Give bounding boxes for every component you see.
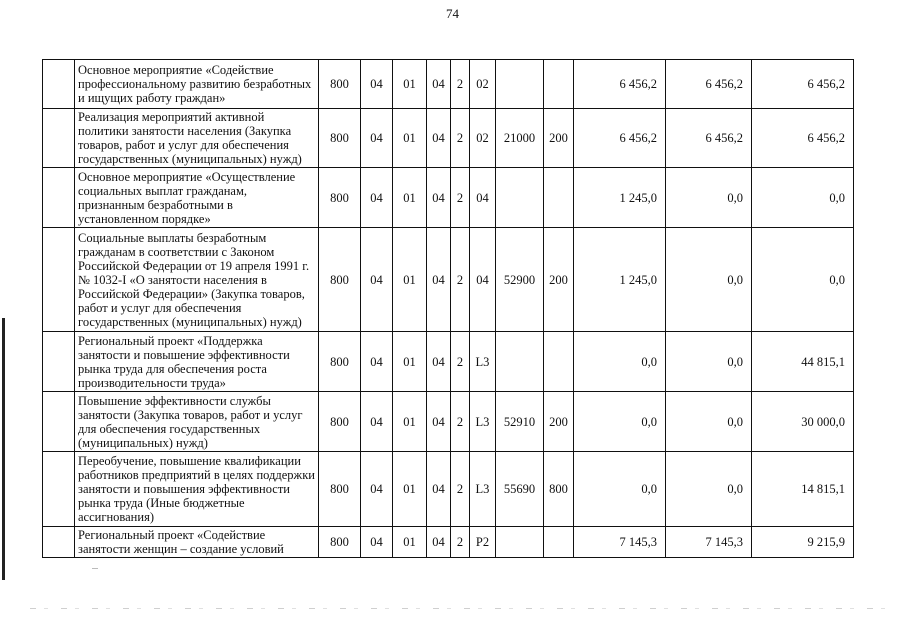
item-name: Региональный проект «Содействие занятости женщин – создание условий xyxy=(75,527,319,558)
table-row xyxy=(43,332,854,392)
amount-year-1: 1 245,0 xyxy=(574,228,666,332)
item-name: Повышение эффективности службы занятости (Закупка товаров, работ и услуг для обеспечения государственных (муниципальных) нужд) xyxy=(75,392,319,452)
program-code: 04 xyxy=(427,60,451,109)
amount-year-1: 7 145,3 xyxy=(574,527,666,558)
table-row xyxy=(43,392,854,452)
subprogram-code: 2 xyxy=(451,332,470,392)
activity-code: 04 xyxy=(470,228,496,332)
direction-code xyxy=(496,527,544,558)
scan-artifact xyxy=(92,568,98,569)
budget-table xyxy=(42,59,854,558)
amount-year-2: 0,0 xyxy=(666,168,752,228)
amount-year-3: 44 815,1 xyxy=(752,332,854,392)
amount-year-1: 0,0 xyxy=(574,392,666,452)
admin-code: 800 xyxy=(319,228,361,332)
amount-year-2: 0,0 xyxy=(666,228,752,332)
subsection-code: 01 xyxy=(393,392,427,452)
amount-year-3: 6 456,2 xyxy=(752,109,854,168)
table-row xyxy=(43,527,854,558)
admin-code: 800 xyxy=(319,332,361,392)
expense-type-code: 200 xyxy=(544,109,574,168)
subprogram-code: 2 xyxy=(451,392,470,452)
amount-year-2: 0,0 xyxy=(666,392,752,452)
item-name: Переобучение, повышение квалификации работников предприятий в целях поддержки занятости и повышения эффективности рынка труда (Иные бюджетные ассигнования) xyxy=(75,452,319,527)
amount-year-1: 0,0 xyxy=(574,332,666,392)
expense-type-code: 200 xyxy=(544,392,574,452)
activity-code: 02 xyxy=(470,109,496,168)
program-code: 04 xyxy=(427,452,451,527)
amount-year-3: 0,0 xyxy=(752,168,854,228)
section-code: 04 xyxy=(361,109,393,168)
amount-year-2: 6 456,2 xyxy=(666,60,752,109)
activity-code: P2 xyxy=(470,527,496,558)
empty-cell xyxy=(43,527,75,558)
page-number: 74 xyxy=(446,6,459,21)
program-code: 04 xyxy=(427,228,451,332)
expense-type-code xyxy=(544,527,574,558)
amount-year-1: 0,0 xyxy=(574,452,666,527)
program-code: 04 xyxy=(427,332,451,392)
amount-year-2: 6 456,2 xyxy=(666,109,752,168)
activity-code: L3 xyxy=(470,392,496,452)
expense-type-code: 800 xyxy=(544,452,574,527)
subprogram-code: 2 xyxy=(451,109,470,168)
activity-code: L3 xyxy=(470,332,496,392)
subsection-code: 01 xyxy=(393,228,427,332)
table-row xyxy=(43,109,854,168)
empty-cell xyxy=(43,332,75,392)
expense-type-code xyxy=(544,60,574,109)
subprogram-code: 2 xyxy=(451,228,470,332)
subsection-code: 01 xyxy=(393,168,427,228)
section-code: 04 xyxy=(361,228,393,332)
subsection-code: 01 xyxy=(393,452,427,527)
expense-type-code: 200 xyxy=(544,228,574,332)
program-code: 04 xyxy=(427,527,451,558)
table-row xyxy=(43,452,854,527)
empty-cell xyxy=(43,392,75,452)
empty-cell xyxy=(43,60,75,109)
table-row xyxy=(43,168,854,228)
program-code: 04 xyxy=(427,168,451,228)
section-code: 04 xyxy=(361,332,393,392)
amount-year-3: 9 215,9 xyxy=(752,527,854,558)
admin-code: 800 xyxy=(319,168,361,228)
amount-year-2: 0,0 xyxy=(666,452,752,527)
subprogram-code: 2 xyxy=(451,527,470,558)
subprogram-code: 2 xyxy=(451,60,470,109)
section-code: 04 xyxy=(361,60,393,109)
subsection-code: 01 xyxy=(393,332,427,392)
direction-code xyxy=(496,332,544,392)
program-code: 04 xyxy=(427,392,451,452)
amount-year-2: 7 145,3 xyxy=(666,527,752,558)
section-code: 04 xyxy=(361,168,393,228)
item-name: Основное мероприятие «Содействие профессиональному развитию безработных и ищущих работу граждан» xyxy=(75,60,319,109)
item-name: Социальные выплаты безработным гражданам в соответствии с Законом Российской Федерации от 19 апреля 1991 г. № 1032-I «О занятости населения в Российской Федерации» (Закупка товаров, работ и услуг для обеспечения государственных (муниципальных) нужд) xyxy=(75,228,319,332)
empty-cell xyxy=(43,168,75,228)
amount-year-3: 30 000,0 xyxy=(752,392,854,452)
section-code: 04 xyxy=(361,392,393,452)
subsection-code: 01 xyxy=(393,60,427,109)
direction-code xyxy=(496,60,544,109)
activity-code: L3 xyxy=(470,452,496,527)
direction-code: 55690 xyxy=(496,452,544,527)
scan-artifact xyxy=(30,608,890,609)
admin-code: 800 xyxy=(319,527,361,558)
scan-edge-mark xyxy=(2,318,5,580)
empty-cell xyxy=(43,452,75,527)
expense-type-code xyxy=(544,168,574,228)
direction-code: 52910 xyxy=(496,392,544,452)
section-code: 04 xyxy=(361,452,393,527)
admin-code: 800 xyxy=(319,392,361,452)
amount-year-1: 6 456,2 xyxy=(574,60,666,109)
direction-code xyxy=(496,168,544,228)
item-name: Основное мероприятие «Осуществление социальных выплат гражданам, признанным безработными в установленном порядке» xyxy=(75,168,319,228)
activity-code: 02 xyxy=(470,60,496,109)
subsection-code: 01 xyxy=(393,109,427,168)
program-code: 04 xyxy=(427,109,451,168)
section-code: 04 xyxy=(361,527,393,558)
table-row xyxy=(43,60,854,109)
admin-code: 800 xyxy=(319,452,361,527)
amount-year-3: 6 456,2 xyxy=(752,60,854,109)
empty-cell xyxy=(43,228,75,332)
subsection-code: 01 xyxy=(393,527,427,558)
activity-code: 04 xyxy=(470,168,496,228)
expense-type-code xyxy=(544,332,574,392)
admin-code: 800 xyxy=(319,60,361,109)
amount-year-1: 1 245,0 xyxy=(574,168,666,228)
subprogram-code: 2 xyxy=(451,168,470,228)
table-row xyxy=(43,228,854,332)
admin-code: 800 xyxy=(319,109,361,168)
empty-cell xyxy=(43,109,75,168)
item-name: Региональный проект «Поддержка занятости и повышение эффективности рынка труда для обеспечения роста производительности труда» xyxy=(75,332,319,392)
amount-year-1: 6 456,2 xyxy=(574,109,666,168)
amount-year-2: 0,0 xyxy=(666,332,752,392)
direction-code: 52900 xyxy=(496,228,544,332)
amount-year-3: 0,0 xyxy=(752,228,854,332)
direction-code: 21000 xyxy=(496,109,544,168)
amount-year-3: 14 815,1 xyxy=(752,452,854,527)
item-name: Реализация мероприятий активной политики занятости населения (Закупка товаров, работ и услуг для обеспечения государственных (муниципальных) нужд) xyxy=(75,109,319,168)
subprogram-code: 2 xyxy=(451,452,470,527)
